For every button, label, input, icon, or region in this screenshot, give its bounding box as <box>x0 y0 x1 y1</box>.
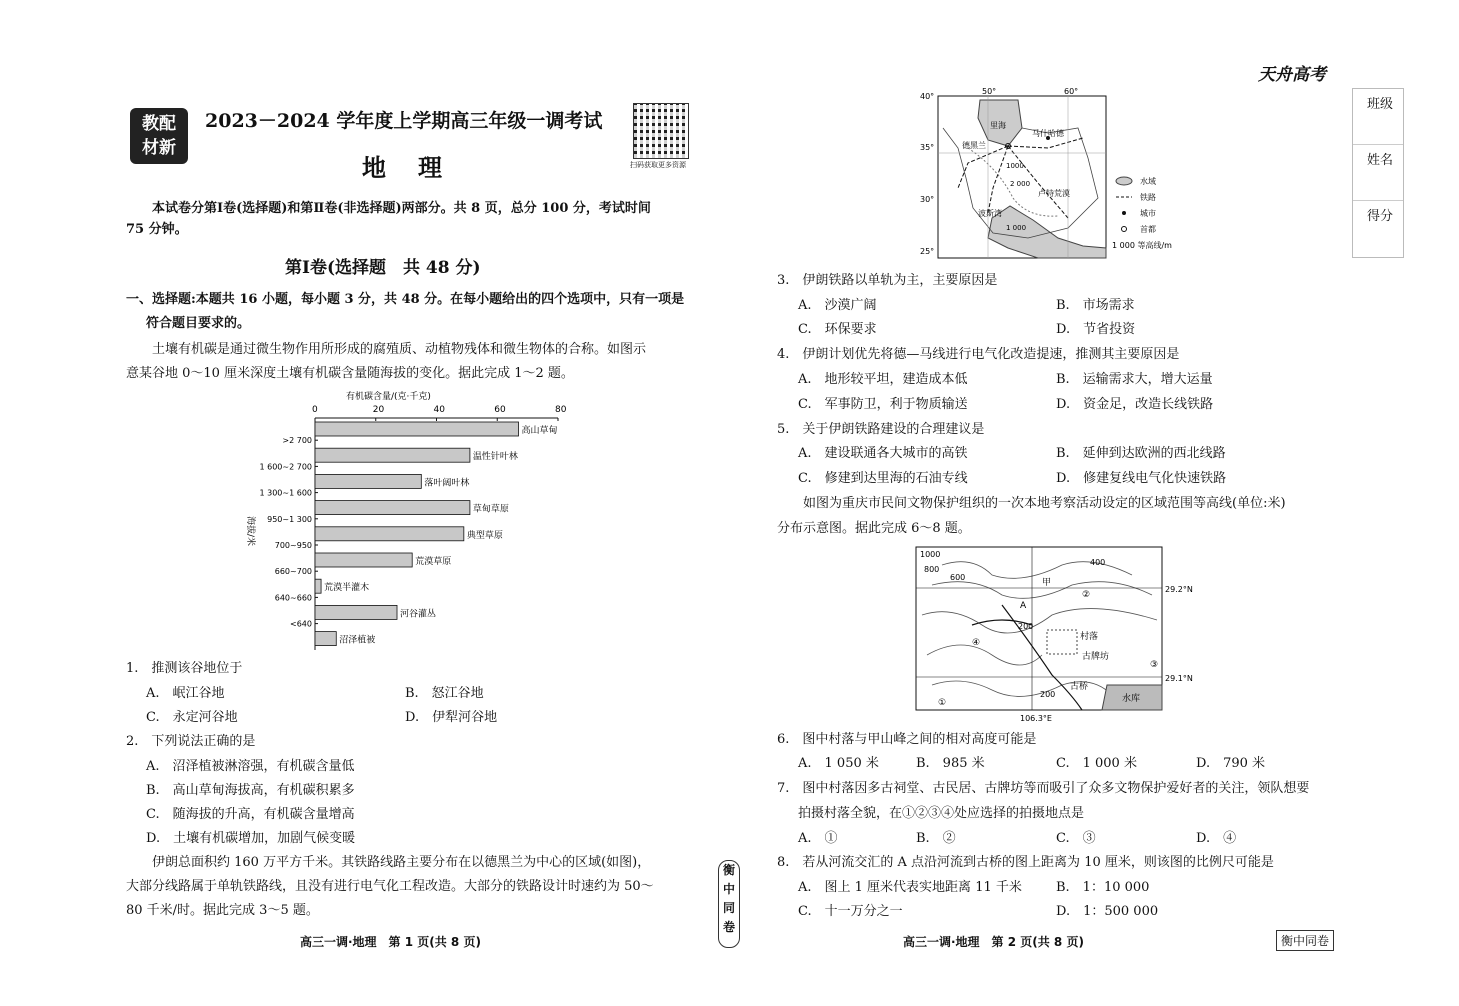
map2-arch: 古牌坊 <box>1082 652 1110 662</box>
logo-line1: 教配 <box>142 114 176 134</box>
q8-stem: 8. 若从河流交汇的 A 点沿河流到古桥的图上距离为 10 厘米，则该图的比例尺可能是 <box>777 855 1274 870</box>
chart-altitude-label: <640 <box>290 619 312 629</box>
contour-map <box>912 545 1202 725</box>
chart-bar-label: 沼泽植被 <box>339 635 376 646</box>
q1-option-a[interactable]: A. 岷江谷地 <box>146 686 225 701</box>
q6-stem: 6. 图中村落与甲山峰之间的相对高度可能是 <box>777 732 1037 747</box>
chart-title: 有机碳含量/(克·千克) <box>346 392 431 402</box>
q4-stem: 4. 伊朗计划优先将德—马线进行电气化改造提速，推测其主要原因是 <box>777 347 1180 362</box>
q3-option-c[interactable]: C. 环保要求 <box>798 322 877 337</box>
chart-xtick-label: 0 <box>312 405 318 415</box>
map1-legend-capital: 首都 <box>1140 225 1156 234</box>
map2-lake: 水库 <box>1122 694 1141 704</box>
iran-map <box>918 88 1218 260</box>
q6-option-c[interactable]: C. 1 000 米 <box>1056 756 1137 771</box>
intro-line2: 75 分钟。 <box>126 222 188 237</box>
q2-stem: 2. 下列说法正确的是 <box>126 734 256 749</box>
map1-legend-rail: 铁路 <box>1140 193 1156 202</box>
q1-option-b[interactable]: B. 怒江谷地 <box>405 686 484 701</box>
q6-option-b[interactable]: B. 985 米 <box>916 756 985 771</box>
q5-option-a[interactable]: A. 建设联通各大城市的高铁 <box>798 446 968 461</box>
map2-point-a: A <box>1020 601 1027 611</box>
q8-option-b[interactable]: B. 1：10 000 <box>1056 880 1150 895</box>
chart-altitude-label: 950~1 300 <box>267 514 312 524</box>
q2-option-b[interactable]: B. 高山草甸海拔高，有机碳积累多 <box>146 783 355 798</box>
q3-option-b[interactable]: B. 市场需求 <box>1056 298 1135 313</box>
map2-bridge: 古桥 <box>1070 682 1089 692</box>
soil-carbon-chart <box>238 388 578 652</box>
q3-stem: 3. 伊朗铁路以单轨为主，主要原因是 <box>777 273 998 288</box>
subject-title: 地 理 <box>362 153 446 182</box>
instructions-line1: 一、选择题:本题共 16 小题，每小题 3 分，共 48 分。在每小题给出的四个选项中，只有一项是 <box>126 292 685 307</box>
qr-code[interactable] <box>633 103 689 159</box>
q5-stem: 5. 关于伊朗铁路建设的合理建议是 <box>777 422 985 437</box>
map2-marker-2: ② <box>1082 590 1091 600</box>
corner-stamp: 衡中同卷 <box>1276 930 1334 951</box>
map1-lat-40: 40° <box>920 92 935 101</box>
chart-xtick-label: 40 <box>433 405 445 415</box>
chart-bar-label: 草甸草原 <box>472 504 509 515</box>
chart-bar <box>315 632 336 646</box>
q4-option-b[interactable]: B. 运输需求大，增大运量 <box>1056 372 1213 387</box>
q7-option-a[interactable]: A. ① <box>798 831 838 846</box>
q7-option-c[interactable]: C. ③ <box>1056 831 1096 846</box>
chart-altitude-label: >2 700 <box>282 436 312 446</box>
passage2-line1: 伊朗总面积约 160 万平方千米。其铁路线路主要分布在以德黑兰为中心的区域(如图)， <box>152 855 651 870</box>
map2-lat2: 29.1°N <box>1165 674 1193 683</box>
q8-option-c[interactable]: C. 十一万分之一 <box>798 904 903 919</box>
map1-city: 马什哈德 <box>1032 129 1064 138</box>
chart-ylabel: 海拔/米 <box>245 516 255 547</box>
map2-marker-3: ③ <box>1150 660 1159 670</box>
q7-option-d[interactable]: D. ④ <box>1196 831 1237 846</box>
name-field[interactable]: 姓名 <box>1353 145 1403 201</box>
map1-legend-city: 城市 <box>1140 209 1156 218</box>
chart-bar <box>315 448 470 462</box>
map2-contour-600: 600 <box>950 573 966 582</box>
q1-stem: 1. 推测该谷地位于 <box>126 661 243 676</box>
chart-xtick-label: 60 <box>494 405 506 415</box>
map1-lake: 里海 <box>990 121 1006 130</box>
map1-legend-water: 水域 <box>1140 177 1156 186</box>
chart-altitude-label: 1 300~1 600 <box>259 488 312 498</box>
chart-bar-label: 高山草甸 <box>521 426 558 436</box>
vertical-stamp: 衡 中 同 卷 <box>718 860 740 948</box>
chart-bar <box>315 605 397 619</box>
chart-bar-label: 荒漠草原 <box>415 557 452 567</box>
map1-contour-2000: 2 000 <box>1010 180 1031 188</box>
chart-bar-label: 落叶阔叶林 <box>424 478 470 489</box>
chart-bar <box>315 422 519 436</box>
q4-option-c[interactable]: C. 军事防卫，利于物质输送 <box>798 397 968 412</box>
chart-bar-label: 河谷灌丛 <box>400 609 437 620</box>
map2-marker-1: ① <box>938 698 947 708</box>
map1-desert: 卢特荒漠 <box>1038 189 1070 198</box>
map2-lon: 106.3°E <box>1020 714 1052 723</box>
q5-option-b[interactable]: B. 延伸到达欧洲的西北线路 <box>1056 446 1226 461</box>
q4-option-a[interactable]: A. 地形较平坦，建造成本低 <box>798 372 968 387</box>
q1-option-c[interactable]: C. 永定河谷地 <box>146 710 238 725</box>
q2-option-c[interactable]: C. 随海拔的升高，有机碳含量增高 <box>146 807 355 822</box>
map2-marker-4: ④ <box>972 638 981 648</box>
chart-altitude-label: 660~700 <box>274 567 312 577</box>
q2-option-a[interactable]: A. 沼泽植被淋溶强，有机碳含量低 <box>146 759 355 774</box>
q5-option-c[interactable]: C. 修建到达里海的石油专线 <box>798 471 968 486</box>
footer-left: 高三一调·地理 第 1 页(共 8 页) <box>300 935 481 949</box>
chart-bar <box>315 527 464 541</box>
map2-contour-200: 200 <box>1018 622 1034 631</box>
intro-line1: 本试卷分第Ⅰ卷(选择题)和第Ⅱ卷(非选择题)两部分。共 8 页，总分 100 分，考试时间 <box>152 201 651 216</box>
q3-option-d[interactable]: D. 节省投资 <box>1056 322 1136 337</box>
chart-bar <box>315 579 321 593</box>
passage2-line2: 大部分线路属于单轨铁路线，且没有进行电气化工程改造。大部分的铁路设计时速约为 50～ <box>126 879 654 894</box>
brand-logo: 天舟高考 <box>1258 65 1326 85</box>
map2-village: 村落 <box>1080 632 1099 642</box>
map2-lat1: 29.2°N <box>1165 585 1193 594</box>
chart-altitude-label: 1 600~2 700 <box>259 462 312 472</box>
exam-title: 2023－2024 学年度上学期高三年级一调考试 <box>205 110 603 132</box>
map2-peak: 甲 <box>1042 578 1052 588</box>
passage3-line2: 分布示意图。据此完成 6～8 题。 <box>777 521 971 536</box>
chart-xtick-label: 80 <box>555 405 567 415</box>
instructions-line2: 符合题目要求的。 <box>146 316 251 331</box>
map1-lat-30: 30° <box>920 195 935 204</box>
q6-option-a[interactable]: A. 1 050 米 <box>798 756 879 771</box>
class-field[interactable]: 班级 <box>1353 89 1403 145</box>
score-box <box>1352 88 1404 258</box>
passage3-line1: 如图为重庆市民间文物保护组织的一次本地考察活动设定的区域范围等高线(单位:米) <box>803 496 1286 511</box>
chart-bar <box>315 553 412 567</box>
passage1-line1: 土壤有机碳是通过微生物作用所形成的腐殖质、动植物残体和微生物体的合称。如图示 <box>152 342 647 357</box>
score-field[interactable]: 得分 <box>1367 209 1394 224</box>
map2-contour-400: 400 <box>1090 558 1106 567</box>
q6-option-d[interactable]: D. 790 米 <box>1196 756 1266 771</box>
chart-altitude-label: 640~660 <box>274 593 312 603</box>
chart-bar <box>315 501 470 515</box>
map2-contour-200b: 200 <box>1040 690 1056 699</box>
chart-altitude-label: 700~950 <box>274 541 312 550</box>
q1-option-d[interactable]: D. 伊犁河谷地 <box>405 710 498 725</box>
q7-stem: 7. 图中村落因多古祠堂、古民居、古牌坊等而吸引了众多文物保护爱好者的关注，领队想要 <box>777 781 1310 796</box>
q8-option-d[interactable]: D. 1：500 000 <box>1056 904 1159 919</box>
map1-gulf: 波斯湾 <box>978 209 1002 218</box>
map1-contour-1000b: 1 000 <box>1006 224 1027 232</box>
passage1-line2: 意某谷地 0～10 厘米深度土壤有机碳含量随海拔的变化。据此完成 1～2 题。 <box>126 366 574 381</box>
qr-caption: 扫码获取更多资源 <box>630 161 686 169</box>
chart-bar-label: 荒漠半灌木 <box>324 583 370 594</box>
map1-lon-60: 60° <box>1064 88 1079 96</box>
map1-capital: 德黑兰 <box>962 141 986 150</box>
q8-option-a[interactable]: A. 图上 1 厘米代表实地距离 11 千米 <box>798 880 1022 895</box>
map1-legend-contour: 1 000 等高线/m <box>1112 241 1172 250</box>
q5-option-d[interactable]: D. 修建复线电气化快速铁路 <box>1056 471 1227 486</box>
section-title: 第Ⅰ卷(选择题 共 48 分) <box>285 258 481 278</box>
map1-contour-1000: 1000 <box>1006 162 1024 170</box>
q4-option-d[interactable]: D. 资金足，改造长线铁路 <box>1056 397 1214 412</box>
chart-xtick-label: 20 <box>372 405 385 415</box>
passage2-line3: 80 千米/时。据此完成 3～5 题。 <box>126 903 319 918</box>
textbook-logo <box>130 108 188 164</box>
q2-option-d[interactable]: D. 土壤有机碳增加，加剧气候变暖 <box>146 831 356 846</box>
map2-contour-1000: 1000 <box>920 550 941 559</box>
chart-bar-label: 温性针叶林 <box>472 452 518 463</box>
chart-bar-label: 典型草原 <box>466 530 503 541</box>
q7-stem2: 拍摄村落全貌，在①②③④处应选择的拍摄地点是 <box>798 806 1085 821</box>
map1-lon-50: 50° <box>982 88 997 96</box>
logo-line2: 材新 <box>142 138 176 158</box>
q7-option-b[interactable]: B. ② <box>916 831 956 846</box>
map1-lat-35: 35° <box>920 143 935 152</box>
footer-right: 高三一调·地理 第 2 页(共 8 页) <box>903 935 1084 949</box>
chart-bar <box>315 474 421 488</box>
map1-lat-25: 25° <box>920 247 935 256</box>
map2-contour-800: 800 <box>924 565 940 574</box>
q3-option-a[interactable]: A. 沙漠广阔 <box>798 298 877 313</box>
